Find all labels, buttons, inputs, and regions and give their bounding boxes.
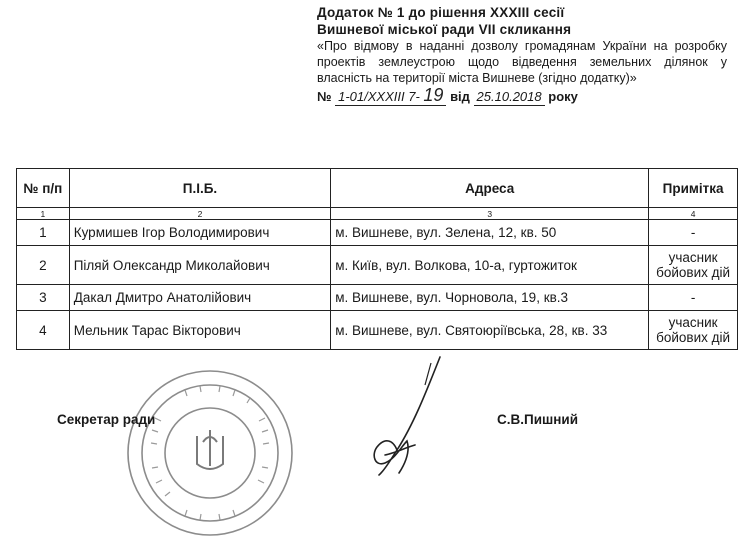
row-number: 2	[17, 246, 70, 285]
header-line-2: Вишневої міської ради VII скликання	[317, 22, 572, 37]
row-address: м. Вишневе, вул. Чорновола, 19, кв.3	[331, 285, 649, 311]
table-row	[17, 246, 738, 285]
header-name: П.І.Б.	[69, 169, 331, 208]
table-row	[17, 311, 738, 350]
note-line-2: бойових дій	[656, 330, 731, 345]
note-line-2: бойових дій	[656, 265, 731, 280]
num-prefix: №	[317, 89, 332, 104]
num-field	[335, 87, 446, 106]
index-cell: 1	[17, 208, 70, 220]
date-field: 25.10.2018	[474, 88, 545, 106]
row-name: Курмишев Ігор Володимирович	[69, 220, 331, 246]
table-header-row	[17, 169, 738, 208]
header-address: Адреса	[331, 169, 649, 208]
row-address: м. Вишневе, вул. Святоюріївська, 28, кв. 33	[331, 311, 649, 350]
signatory-name: С.В.Пишний	[497, 412, 579, 427]
header-quote: «Про відмову в наданні дозволу громадянам України на розробку проектів землеустрою щодо відведення земельних ділянок у власність на території міста Вишневе (згідно додатку)»	[317, 39, 727, 85]
index-cell: 3	[331, 208, 649, 220]
note-line-1: учасник	[668, 315, 718, 330]
row-number: 1	[17, 220, 70, 246]
row-note: -	[649, 220, 738, 246]
index-cell: 2	[69, 208, 331, 220]
header-line-1: Додаток № 1 до рішення XXXIII сесії	[317, 5, 565, 20]
year-label: року	[548, 89, 578, 104]
decision-number	[317, 87, 727, 106]
index-row	[17, 208, 738, 220]
handwritten-signature-icon	[355, 355, 445, 480]
note-line-1: учасник	[668, 250, 718, 265]
num-handwritten: 19	[423, 85, 444, 105]
row-note	[649, 311, 738, 350]
row-name: Піляй Олександр Миколайович	[69, 246, 331, 285]
row-name: Мельник Тарас Вікторович	[69, 311, 331, 350]
row-address: м. Вишневе, вул. Зелена, 12, кв. 50	[331, 220, 649, 246]
index-cell: 4	[649, 208, 738, 220]
header-note: Примітка	[649, 169, 738, 208]
trident-emblem-icon	[197, 430, 223, 469]
row-number: 4	[17, 311, 70, 350]
row-address: м. Київ, вул. Волкова, 10-а, гуртожиток	[331, 246, 649, 285]
row-note: -	[649, 285, 738, 311]
row-note	[649, 246, 738, 285]
row-number: 3	[17, 285, 70, 311]
document-header	[317, 4, 727, 106]
official-seal-stamp	[125, 368, 295, 538]
table-row	[17, 285, 738, 311]
table-row	[17, 220, 738, 246]
secretary-label: Секретар ради	[57, 412, 156, 427]
row-name: Дакал Дмитро Анатолійович	[69, 285, 331, 311]
applicants-table	[16, 168, 738, 350]
num-value: 1-01/XXXIII 7-	[338, 89, 420, 104]
from-label: від	[450, 89, 470, 104]
header-num: № п/п	[17, 169, 70, 208]
